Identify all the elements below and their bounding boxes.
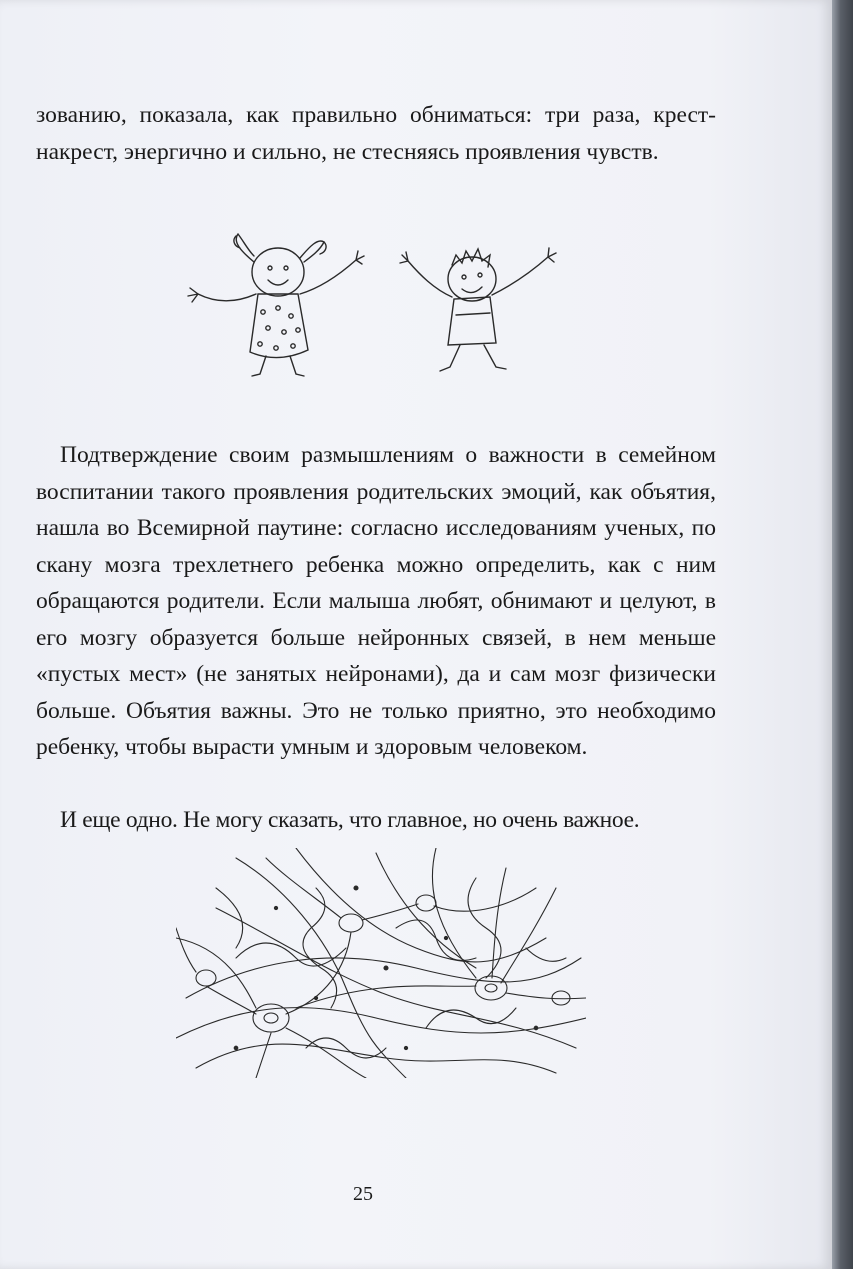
paragraph-research <box>36 437 716 766</box>
illustration-girl-jumping <box>158 232 378 382</box>
page-number: 25 <box>353 1183 373 1205</box>
illustration-boy-jumping <box>390 235 570 385</box>
paragraph-hugging <box>36 97 716 170</box>
paragraph-important <box>36 802 716 839</box>
paragraph-important-text: И еще одно. Не могу сказать, что главное, но очень важное. <box>60 807 640 833</box>
paragraph-hugging-text: зованию, показала, как правильно обниматься: три раза, крест-накрест, энергично и сильно, не стесняясь проявления чувств. <box>36 102 716 165</box>
paragraph-research-text: Подтверждение своим размышлениям о важности в семейном воспитании такого проявления родительских эмоций, как объятия, нашла во Всемирной паутине: согласно исследованиям ученых, по скану мозга трехлетнего ребенка можно определить, как с ним обращаются родители. Если малыша любят, обнимают и целуют, в его мозгу образуется больше нейронных связей, в нем меньше «пустых мест» (не занятых нейронами), да и сам мозг физически больше. Объятия важны. Это не только приятно, это необходимо ребенку, чтобы вырасти умным и здоровым человеком. <box>36 442 716 760</box>
book-spine-edge <box>832 0 853 1269</box>
illustration-neurons <box>176 848 586 1078</box>
